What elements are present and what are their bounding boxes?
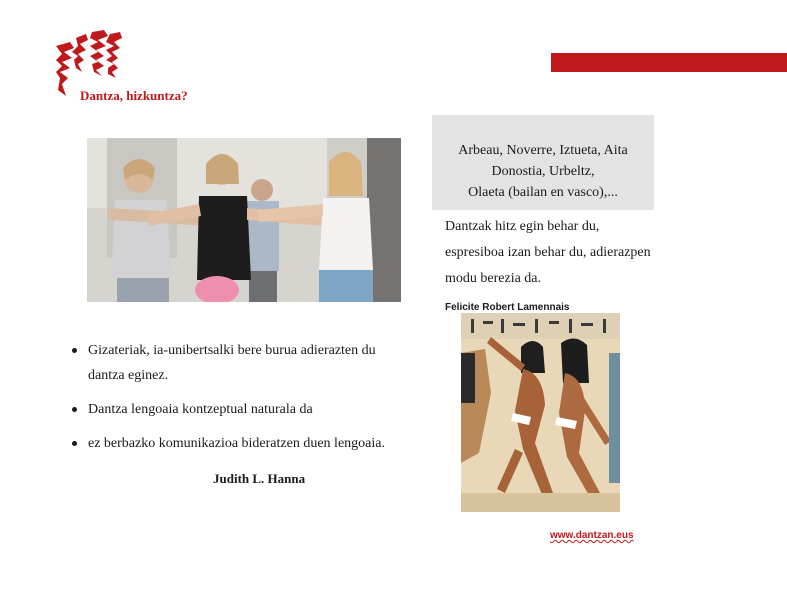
authors-line-3: Olaeta (bailan en vasco),... — [468, 185, 618, 200]
quote-author: Felicite Robert Lamennais — [445, 302, 570, 313]
egyptian-dancers-painting — [461, 313, 620, 512]
bullet-item-1-line-1: Gizateriak, ia-unibertsalki bere burua adierazten du — [88, 343, 376, 358]
bullet-item-3: ez berbazko komunikazioa bideratzen duen lengoaia. — [88, 436, 385, 451]
dance-quote-line-1: Dantzak hitz egin behar du, — [445, 219, 600, 234]
bullet-item-1-line-2: dantza eginez. — [88, 368, 169, 383]
header-red-bar — [551, 53, 787, 72]
dance-quote-line-3: modu berezia da. — [445, 271, 542, 286]
bullet-item-2: Dantza lengoaia kontzeptual naturala da — [88, 402, 313, 417]
authors-box — [432, 115, 654, 210]
bullet-item — [72, 338, 432, 388]
dance-quote-line-2: espresiboa izan behar du, adierazpen — [445, 245, 651, 260]
bullets-author: Judith L. Hanna — [213, 471, 306, 486]
bullet-item — [72, 431, 432, 456]
bullet-dot — [72, 407, 77, 412]
authors-line-1: Arbeau, Noverre, Iztueta, Aita — [458, 143, 628, 158]
bullet-list — [72, 338, 432, 465]
dancing-girls-photo — [87, 138, 401, 302]
bullet-dot — [72, 441, 77, 446]
bullet-item — [72, 397, 432, 422]
website-link[interactable]: www.dantzan.eus — [550, 530, 634, 541]
bullet-dot — [72, 348, 77, 353]
page-title: Dantza, hizkuntza? — [80, 88, 188, 103]
dance-quote — [445, 214, 685, 292]
authors-line-2: Donostia, Urbeltz, — [491, 164, 595, 179]
